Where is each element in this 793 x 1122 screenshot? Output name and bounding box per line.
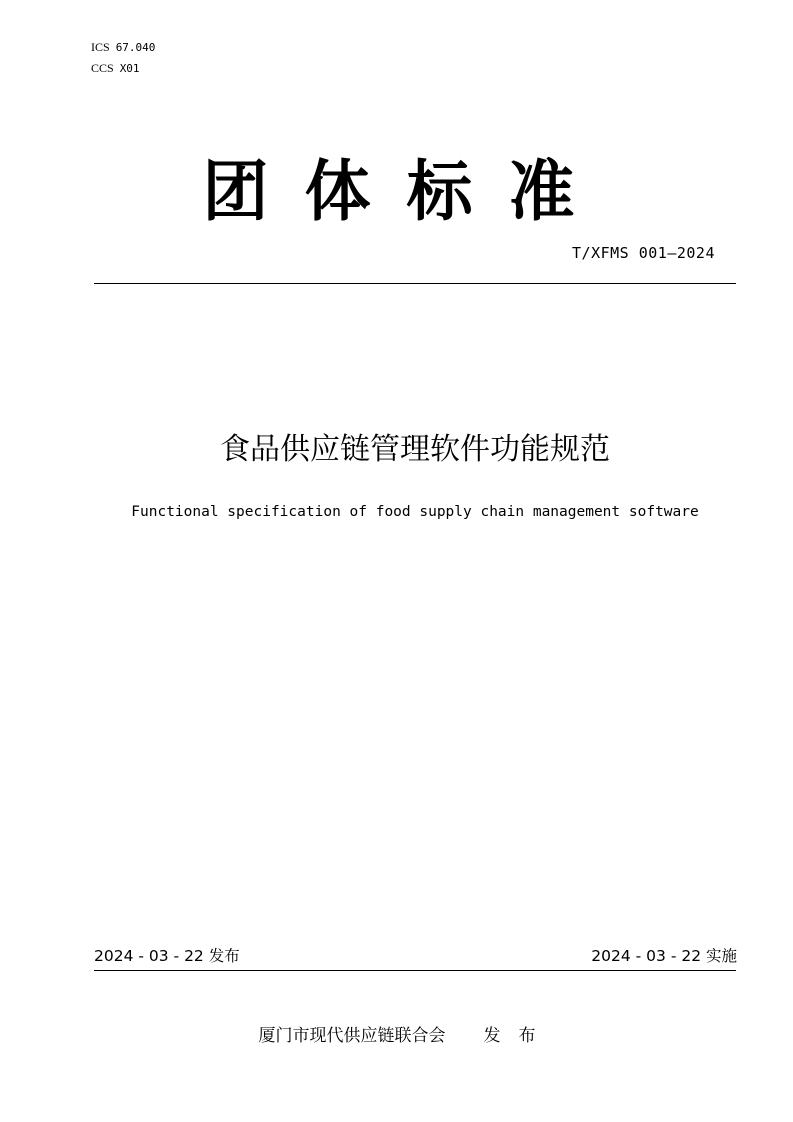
ics-label: ICS (91, 40, 110, 54)
document-title-chinese: 食品供应链管理软件功能规范 (220, 432, 610, 467)
bottom-divider (94, 970, 736, 971)
effective-date: 2024 - 03 - 22 实施 (591, 947, 737, 965)
ics-classification (91, 40, 155, 55)
standard-type-heading: 团体标准 (202, 153, 611, 230)
ccs-code: X01 (119, 62, 140, 75)
ics-code: 67.040 (115, 41, 156, 54)
ccs-classification (91, 61, 140, 76)
document-title-english: Functional specification of food supply chain management software (131, 504, 699, 520)
top-divider (94, 283, 736, 284)
publish-action: 发布 (483, 1026, 554, 1046)
publisher-line (0, 1025, 793, 1047)
ccs-label: CCS (91, 61, 114, 75)
standard-number: T/XFMS 001—2024 (572, 244, 715, 262)
publisher-name: 厦门市现代供应链联合会 (258, 1026, 446, 1046)
issue-date: 2024 - 03 - 22 发布 (94, 947, 240, 965)
